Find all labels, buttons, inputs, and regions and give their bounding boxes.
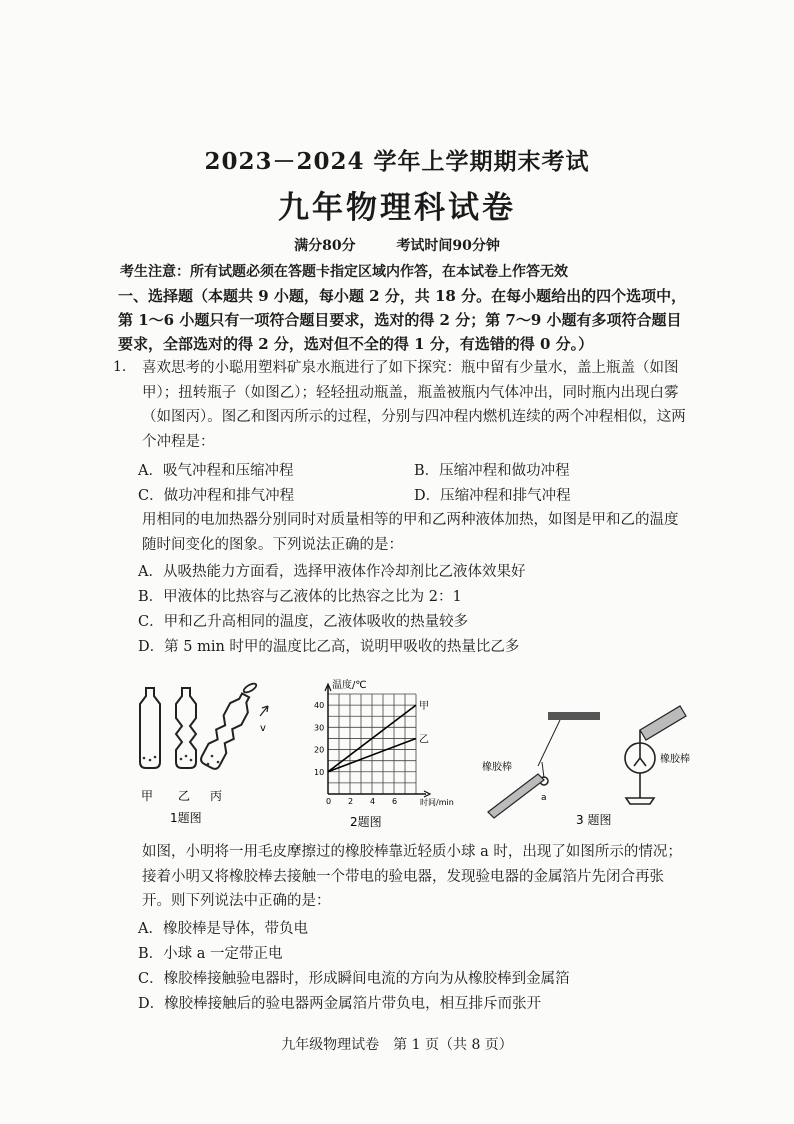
y-tick-label: 40 (314, 701, 325, 711)
chart-axes (325, 684, 430, 797)
x-tick-label: 2 (348, 797, 354, 806)
y-tick-label: 30 (314, 723, 325, 733)
q1-stem: 喜欢思考的小聪用塑料矿泉水瓶进行了如下探究：瓶中留有少量水，盖上瓶盖（如图甲）；扭转瓶子（如图乙）；轻轻扭动瓶盖，瓶盖被瓶内气体冲出，同时瓶内出现白雾（如图丙）。图乙和图丙所示的过程，分别与四冲程内燃机连续的两个冲程相似，这两个冲程是： (142, 360, 686, 450)
bottle-cap (242, 682, 257, 694)
figure-1-bottles (128, 676, 278, 826)
x-tick-label: 0 (326, 797, 332, 806)
chart-x-axis-label: 时间/min (420, 798, 454, 807)
q3-option-a: A．橡胶棒是导体，带负电 (138, 921, 308, 937)
exam-subtitle: 九年物理科试卷 (278, 190, 516, 226)
fig1-v-label: v (260, 723, 266, 734)
q1-option-c: C．做功冲程和排气冲程 (138, 488, 295, 504)
label-box (548, 712, 600, 720)
bottle-jia (140, 688, 160, 768)
q3-option-c: C．橡胶棒接触验电器时，形成瞬间电流的方向为从橡胶棒到金属箔 (138, 971, 570, 987)
rubber-rod-left (488, 774, 544, 818)
motion-arrow (260, 706, 268, 716)
series-label-2: 乙 (419, 734, 429, 746)
exam-meta (0, 235, 794, 255)
rubber-rod-right (640, 706, 686, 740)
exam-title: 2023－2024 学年上学期期末考试 (204, 148, 590, 175)
y-tick-label: 10 (314, 767, 325, 777)
ball-a-label: a (541, 793, 547, 803)
electroscope (625, 730, 655, 804)
figure-2-chart (300, 672, 490, 832)
section-heading: 一、选择题（本题共 9 小题，每小题 2 分，共 18 分。在每小题给出的四个选项中，第 1～6 小题只有一项符合题目要求，选对的得 2 分；第 7～9 小题有多项符合题目要求，全部选对的得 2 分，选对但不全的得 1 分，有选错的得 0 分。） (118, 287, 687, 353)
q1-option-d: D．压缩冲程和排气冲程 (414, 488, 571, 504)
fig1-label-yi: 乙 (178, 789, 191, 803)
fig1-label-jia: 甲 (141, 789, 154, 803)
figure-3-electroscope (480, 700, 710, 830)
q2-option-c: C．甲和乙升高相同的温度，乙液体吸收的热量较多 (138, 614, 469, 630)
bottle-bing (199, 691, 254, 771)
page-footer: 九年级物理试卷 第 1 页（共 8 页） (281, 1037, 513, 1053)
q3-stem: 如图，小明将一用毛皮摩擦过的橡胶棒靠近轻质小球 a 时，出现了如图所示的情况；接着小明又将橡胶棒去接触一个带电的验电器，发现验电器的金属箔片先闭合再张开。则下列说法中正确的是： (142, 844, 682, 909)
q1-number: 1. (113, 359, 127, 375)
candidate-notice: 考生注意：所有试题必须在答题卡指定区域内作答，在本试卷上作答无效 (120, 264, 568, 280)
fig1-caption: 1题图 (170, 811, 202, 825)
chart-ticks (314, 701, 397, 806)
q2-stem: 用相同的电加热器分别同时对质量相等的甲和乙两种液体加热，如图是甲和乙的温度随时间变化的图象。下列说法正确的是： (142, 512, 679, 553)
q1-option-a: A．吸气冲程和压缩冲程 (138, 463, 294, 479)
y-tick-label: 20 (314, 745, 325, 755)
fig1-label-bing: 丙 (210, 789, 223, 803)
pointer-line (538, 720, 560, 766)
q2-option-b: B．甲液体的比热容与乙液体的比热容之比为 2：1 (138, 589, 462, 605)
x-tick-label: 6 (392, 797, 398, 806)
x-tick-label: 4 (370, 797, 376, 806)
chart-y-axis-label: 温度/℃ (332, 680, 367, 691)
q1-option-b: B．压缩冲程和做功冲程 (414, 463, 570, 479)
series-label-1: 甲 (419, 701, 429, 713)
q2-option-d: D．第 5 min 时甲的温度比乙高，说明甲吸收的热量比乙多 (138, 639, 520, 655)
rod-right-label: 橡胶棒 (660, 754, 690, 765)
fig2-caption: 2题图 (350, 815, 382, 829)
exam-time: 考试时间90分钟 (396, 238, 500, 254)
q3-option-d: D．橡胶棒接触后的验电器两金属箔片带负电，相互排斥而张开 (138, 996, 542, 1012)
fig3-caption: 3 题图 (576, 813, 612, 827)
rod-left-label: 橡胶棒 (482, 762, 512, 773)
q3-option-b: B．小球 a 一定带正电 (138, 946, 283, 962)
thread (542, 762, 544, 778)
full-score: 满分80分 (294, 238, 356, 254)
q2-option-a: A．从吸热能力方面看，选择甲液体作冷却剂比乙液体效果好 (138, 564, 526, 580)
